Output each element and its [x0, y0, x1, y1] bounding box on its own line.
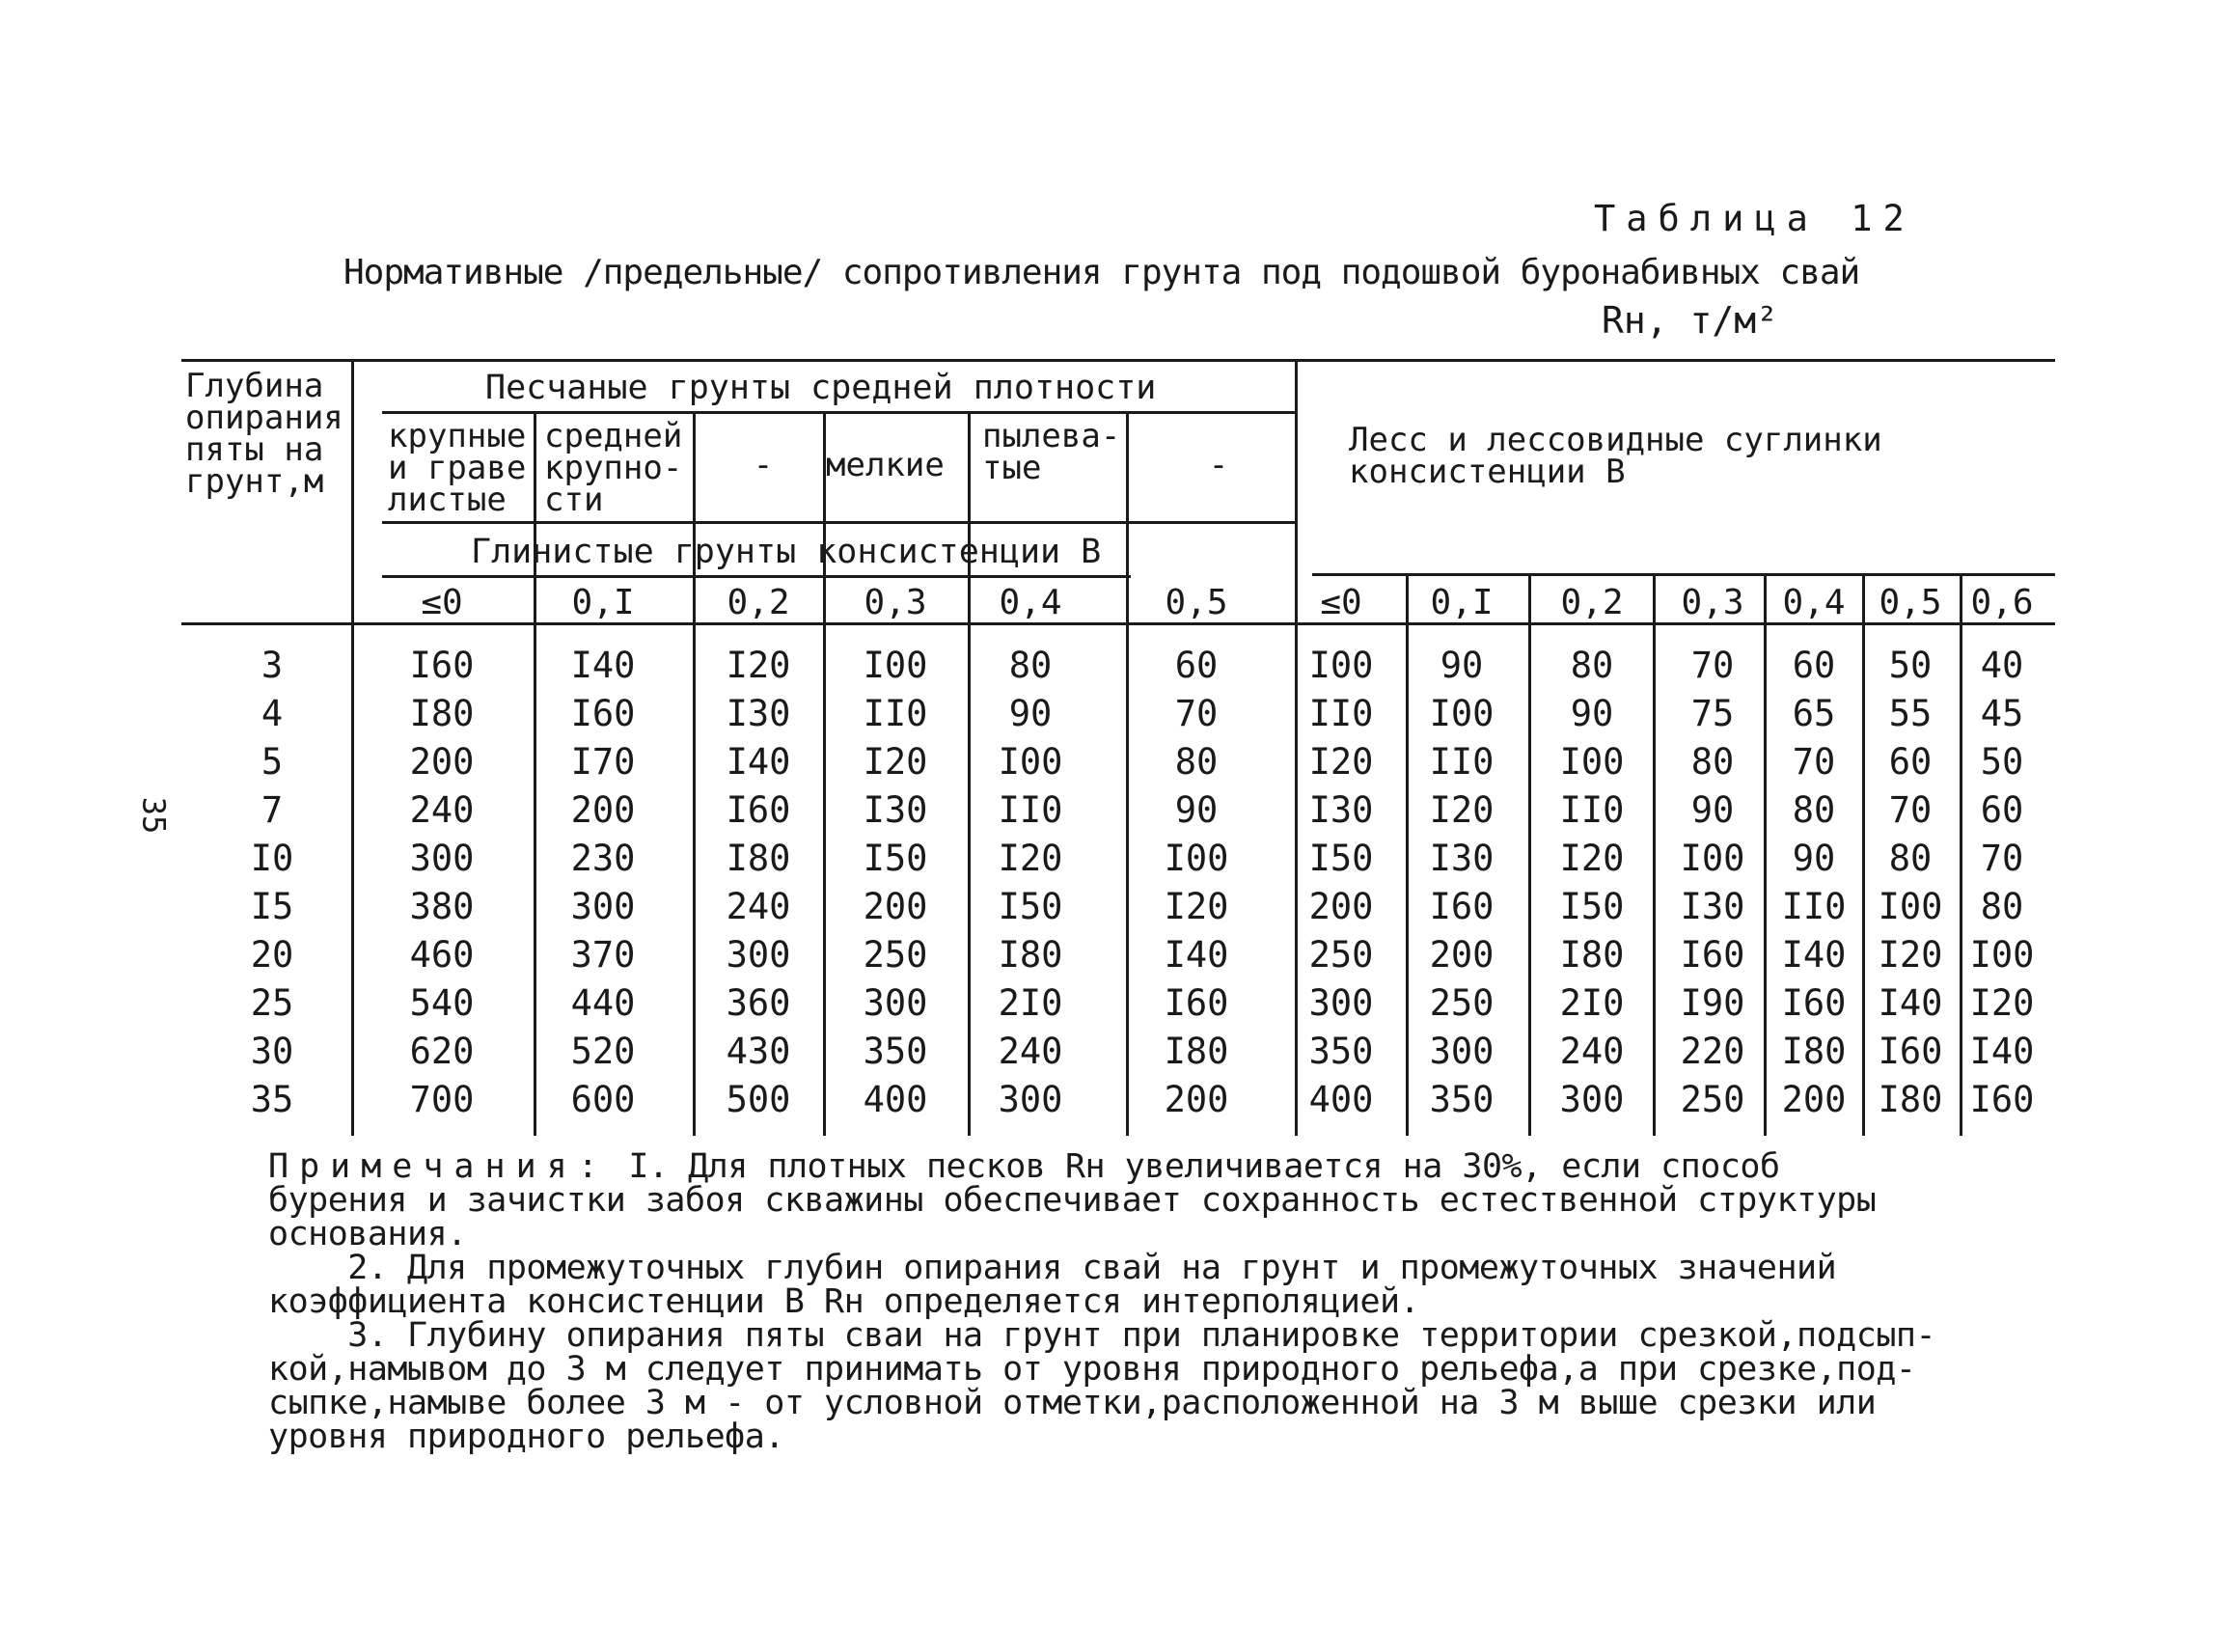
clay-value-cell: 240 [726, 886, 791, 927]
loess-value-cell: 250 [1308, 934, 1374, 976]
clay-value-cell: I40 [726, 741, 791, 783]
loess-value-cell: I50 [1308, 838, 1374, 879]
loess-group-header: Лесс и лессовидные суглинки консистенции В [1349, 421, 1882, 491]
clay-value-cell: 200 [863, 886, 928, 927]
loess-value-cell: 200 [1308, 886, 1374, 927]
loess-value-cell: I30 [1680, 886, 1745, 927]
note-3-line-3: сыпке,намыве более 3 м - от условной отметки,расположенной на 3 м выше срезки или [268, 1384, 1877, 1422]
note-3-line-4: уровня природного рельефа. [268, 1418, 784, 1456]
loess-value-cell: 60 [1980, 789, 2024, 831]
loess-value-cell: 80 [1980, 886, 2024, 927]
table-label: Таблица 12 [1594, 198, 1915, 239]
clay-value-cell: 350 [863, 1031, 928, 1072]
sand-type-header: средней крупно- сти [544, 417, 683, 519]
clay-value-cell: 90 [1008, 693, 1053, 734]
sand-type-header: пылева- тые [982, 417, 1121, 487]
loess-consistency-header: 0,3 [1681, 583, 1744, 622]
clay-value-cell: 370 [570, 934, 636, 976]
clay-value-cell: 200 [409, 741, 475, 783]
loess-value-cell: 300 [1559, 1079, 1625, 1120]
loess-value-cell: 2I0 [1559, 982, 1625, 1024]
clay-value-cell: I80 [409, 693, 475, 734]
loess-value-cell: I40 [1781, 934, 1847, 976]
clay-value-cell: 300 [863, 982, 928, 1024]
loess-value-cell: II0 [1781, 886, 1847, 927]
clay-consistency-header: 0,I [571, 583, 635, 622]
loess-value-cell: I20 [1878, 934, 1943, 976]
loess-value-cell: II0 [1429, 741, 1495, 783]
loess-value-cell: I80 [1878, 1079, 1943, 1120]
loess-value-cell: 200 [1429, 934, 1495, 976]
loess-value-cell: 350 [1308, 1031, 1374, 1072]
clay-col-rule-1 [534, 411, 536, 1136]
sand-group-header: Песчаные грунты средней плотности [485, 369, 1157, 407]
clay-value-cell: I20 [998, 838, 1063, 879]
header-bottom-rule [181, 622, 2055, 625]
clay-value-cell: I40 [1164, 934, 1229, 976]
loess-value-cell: I60 [1429, 886, 1495, 927]
clay-value-cell: 500 [726, 1079, 791, 1120]
loess-value-cell: I00 [1969, 934, 2035, 976]
clay-consistency-header: 0,2 [727, 583, 790, 622]
loess-value-cell: 75 [1690, 693, 1735, 734]
loess-value-cell: I50 [1559, 886, 1625, 927]
clay-consistency-header: ≤0 [421, 583, 463, 622]
clay-value-cell: I00 [1164, 838, 1229, 879]
clay-value-cell: 240 [998, 1031, 1063, 1072]
clay-value-cell: 380 [409, 886, 475, 927]
loess-value-cell: I30 [1429, 838, 1495, 879]
loess-consistency-header: ≤0 [1320, 583, 1362, 622]
loess-value-cell: I20 [1559, 838, 1625, 879]
clay-value-cell: I60 [570, 693, 636, 734]
loess-value-cell: I00 [1680, 838, 1745, 879]
loess-value-cell: 40 [1980, 645, 2024, 686]
clay-col-rule-5 [1126, 411, 1129, 1136]
loess-value-cell: I60 [1781, 982, 1847, 1024]
loess-value-cell: I60 [1969, 1079, 2035, 1120]
sand-type-header: мелкие [826, 446, 945, 484]
table-top-rule [181, 359, 2055, 362]
loess-value-cell: 45 [1980, 693, 2024, 734]
loess-value-cell: 70 [1792, 741, 1836, 783]
clay-value-cell: 620 [409, 1031, 475, 1072]
note-2-line-2: коэффициента консистенции В Rн определяется интерполяцией. [268, 1282, 1420, 1321]
clay-value-cell: I20 [1164, 886, 1229, 927]
loess-value-cell: I80 [1559, 934, 1625, 976]
clay-col-rule-3 [823, 411, 826, 1136]
clay-value-cell: 540 [409, 982, 475, 1024]
clay-value-cell: 520 [570, 1031, 636, 1072]
loess-value-cell: 80 [1888, 838, 1933, 879]
loess-value-cell: I60 [1680, 934, 1745, 976]
notes [268, 1147, 1936, 1456]
note-1-line-2: бурения и зачистки забоя скважины обеспечивает сохранность естественной структуры [268, 1181, 1877, 1220]
depth-cell: 25 [250, 982, 294, 1024]
note-2-line-1: 2. Для промежуточных глубин опирания свай на грунт и промежуточных значений [268, 1249, 1837, 1287]
clay-value-cell: 300 [409, 838, 475, 879]
loess-value-cell: I60 [1878, 1031, 1943, 1072]
note-3-line-2: кой,намывом до 3 м следует принимать от уровня природного рельефа,а при срезке,под- [268, 1350, 1916, 1389]
clay-value-cell: I80 [726, 838, 791, 879]
loess-value-cell: I80 [1781, 1031, 1847, 1072]
clay-value-cell: 200 [1164, 1079, 1229, 1120]
clay-value-cell: 400 [863, 1079, 928, 1120]
loess-value-cell: 50 [1888, 645, 1933, 686]
loess-value-cell: 80 [1690, 741, 1735, 783]
depth-cell: 4 [261, 693, 284, 734]
clay-value-cell: II0 [998, 789, 1063, 831]
clay-value-cell: I80 [998, 934, 1063, 976]
loess-value-cell: I00 [1429, 693, 1495, 734]
loess-value-cell: 350 [1429, 1079, 1495, 1120]
clay-consistency-header: 0,3 [864, 583, 927, 622]
loess-value-cell: 220 [1680, 1031, 1745, 1072]
depth-column-rule [351, 359, 354, 1136]
clay-value-cell: 300 [570, 886, 636, 927]
loess-value-cell: 80 [1570, 645, 1614, 686]
loess-value-cell: 65 [1792, 693, 1836, 734]
clay-value-cell: 240 [409, 789, 475, 831]
clay-value-cell: I00 [998, 741, 1063, 783]
clay-value-cell: I60 [726, 789, 791, 831]
loess-value-cell: 200 [1781, 1079, 1847, 1120]
loess-value-cell: II0 [1308, 693, 1374, 734]
clay-value-cell: 80 [1008, 645, 1053, 686]
loess-value-cell: 50 [1980, 741, 2024, 783]
loess-value-cell: I20 [1429, 789, 1495, 831]
note-1-line-1: I. Для плотных песков Rн увеличивается на 30%, если способ [628, 1147, 1780, 1186]
loess-value-cell: 90 [1440, 645, 1484, 686]
depth-cell: I5 [250, 886, 294, 927]
loess-value-cell: 70 [1980, 838, 2024, 879]
loess-value-cell: I00 [1878, 886, 1943, 927]
table-units: Rн, т/м² [1602, 299, 1779, 342]
clay-value-cell: I40 [570, 645, 636, 686]
loess-value-cell: 300 [1308, 982, 1374, 1024]
loess-consistency-header: 0,4 [1782, 583, 1846, 622]
loess-value-cell: 70 [1888, 789, 1933, 831]
clay-value-cell: 360 [726, 982, 791, 1024]
depth-cell: 7 [261, 789, 284, 831]
clay-group-header: Глинистые грунты консистенции В [471, 533, 1102, 571]
loess-value-cell: 60 [1792, 645, 1836, 686]
loess-value-cell: 90 [1570, 693, 1614, 734]
loess-value-cell: I40 [1878, 982, 1943, 1024]
clay-value-cell: I60 [409, 645, 475, 686]
loess-value-cell: 70 [1690, 645, 1735, 686]
page-number: 35 [135, 796, 173, 835]
loess-value-cell: 55 [1888, 693, 1933, 734]
clay-value-cell: I50 [998, 886, 1063, 927]
clay-value-cell: 90 [1174, 789, 1219, 831]
clay-value-cell: I30 [726, 693, 791, 734]
depth-cell: 35 [250, 1079, 294, 1120]
clay-value-cell: 300 [726, 934, 791, 976]
loess-value-cell: 250 [1680, 1079, 1745, 1120]
sand-type-header: - [753, 446, 774, 484]
table-title: Нормативные /предельные/ сопротивления грунта под подошвой буронабивных свай [343, 253, 1860, 292]
clay-value-cell: I60 [1164, 982, 1229, 1024]
depth-cell: 30 [250, 1031, 294, 1072]
sand-type-header: крупные и граве листые [388, 417, 527, 519]
loess-value-cell: 90 [1792, 838, 1836, 879]
clay-header-rule [382, 575, 1131, 578]
clay-value-cell: I80 [1164, 1031, 1229, 1072]
clay-value-cell: 2I0 [998, 982, 1063, 1024]
clay-value-cell: 460 [409, 934, 475, 976]
sand-type-header: - [1208, 446, 1229, 484]
loess-value-cell: 90 [1690, 789, 1735, 831]
clay-value-cell: I20 [863, 741, 928, 783]
clay-value-cell: 70 [1174, 693, 1219, 734]
loess-value-cell: I20 [1308, 741, 1374, 783]
notes-heading: Примечания: [268, 1147, 609, 1186]
depth-cell: I0 [250, 838, 294, 879]
depth-cell: 5 [261, 741, 284, 783]
loess-value-cell: I90 [1680, 982, 1745, 1024]
loess-value-cell: 80 [1792, 789, 1836, 831]
clay-value-cell: I50 [863, 838, 928, 879]
sand-header-rule [382, 411, 1295, 414]
loess-consistency-header: 0,2 [1560, 583, 1624, 622]
clay-value-cell: II0 [863, 693, 928, 734]
clay-value-cell: 250 [863, 934, 928, 976]
clay-value-cell: 60 [1174, 645, 1219, 686]
loess-consistency-header: 0,5 [1879, 583, 1942, 622]
loess-value-cell: I30 [1308, 789, 1374, 831]
clay-value-cell: 600 [570, 1079, 636, 1120]
depth-column-header: Глубина опирания пяты на грунт,м [185, 367, 343, 501]
clay-consistency-header: 0,5 [1165, 583, 1228, 622]
depth-cell: 3 [261, 645, 284, 686]
clay-value-cell: 80 [1174, 741, 1219, 783]
loess-consistency-header: 0,I [1430, 583, 1494, 622]
loess-value-cell: 300 [1429, 1031, 1495, 1072]
clay-value-cell: I20 [726, 645, 791, 686]
loess-value-cell: I20 [1969, 982, 2035, 1024]
clay-value-cell: 200 [570, 789, 636, 831]
loess-value-cell: 240 [1559, 1031, 1625, 1072]
clay-value-cell: I70 [570, 741, 636, 783]
loess-value-cell: I00 [1559, 741, 1625, 783]
sand-types-bottom-rule [382, 521, 1295, 524]
loess-value-cell: 250 [1429, 982, 1495, 1024]
clay-value-cell: 230 [570, 838, 636, 879]
loess-consistency-header: 0,6 [1970, 583, 2034, 622]
loess-value-cell: I40 [1969, 1031, 2035, 1072]
clay-value-cell: 700 [409, 1079, 475, 1120]
loess-value-cell: 60 [1888, 741, 1933, 783]
loess-value-cell: II0 [1559, 789, 1625, 831]
loess-subheader-rule [1312, 573, 2055, 576]
loess-value-cell: 400 [1308, 1079, 1374, 1120]
loess-value-cell: I00 [1308, 645, 1374, 686]
clay-consistency-header: 0,4 [999, 583, 1062, 622]
clay-value-cell: 430 [726, 1031, 791, 1072]
note-3-line-1: 3. Глубину опирания пяты сваи на грунт при планировке территории срезкой,подсып- [268, 1316, 1936, 1355]
depth-cell: 20 [250, 934, 294, 976]
note-1-line-3: основания. [268, 1215, 467, 1253]
clay-value-cell: 300 [998, 1079, 1063, 1120]
clay-value-cell: I00 [863, 645, 928, 686]
clay-value-cell: 440 [570, 982, 636, 1024]
clay-value-cell: I30 [863, 789, 928, 831]
